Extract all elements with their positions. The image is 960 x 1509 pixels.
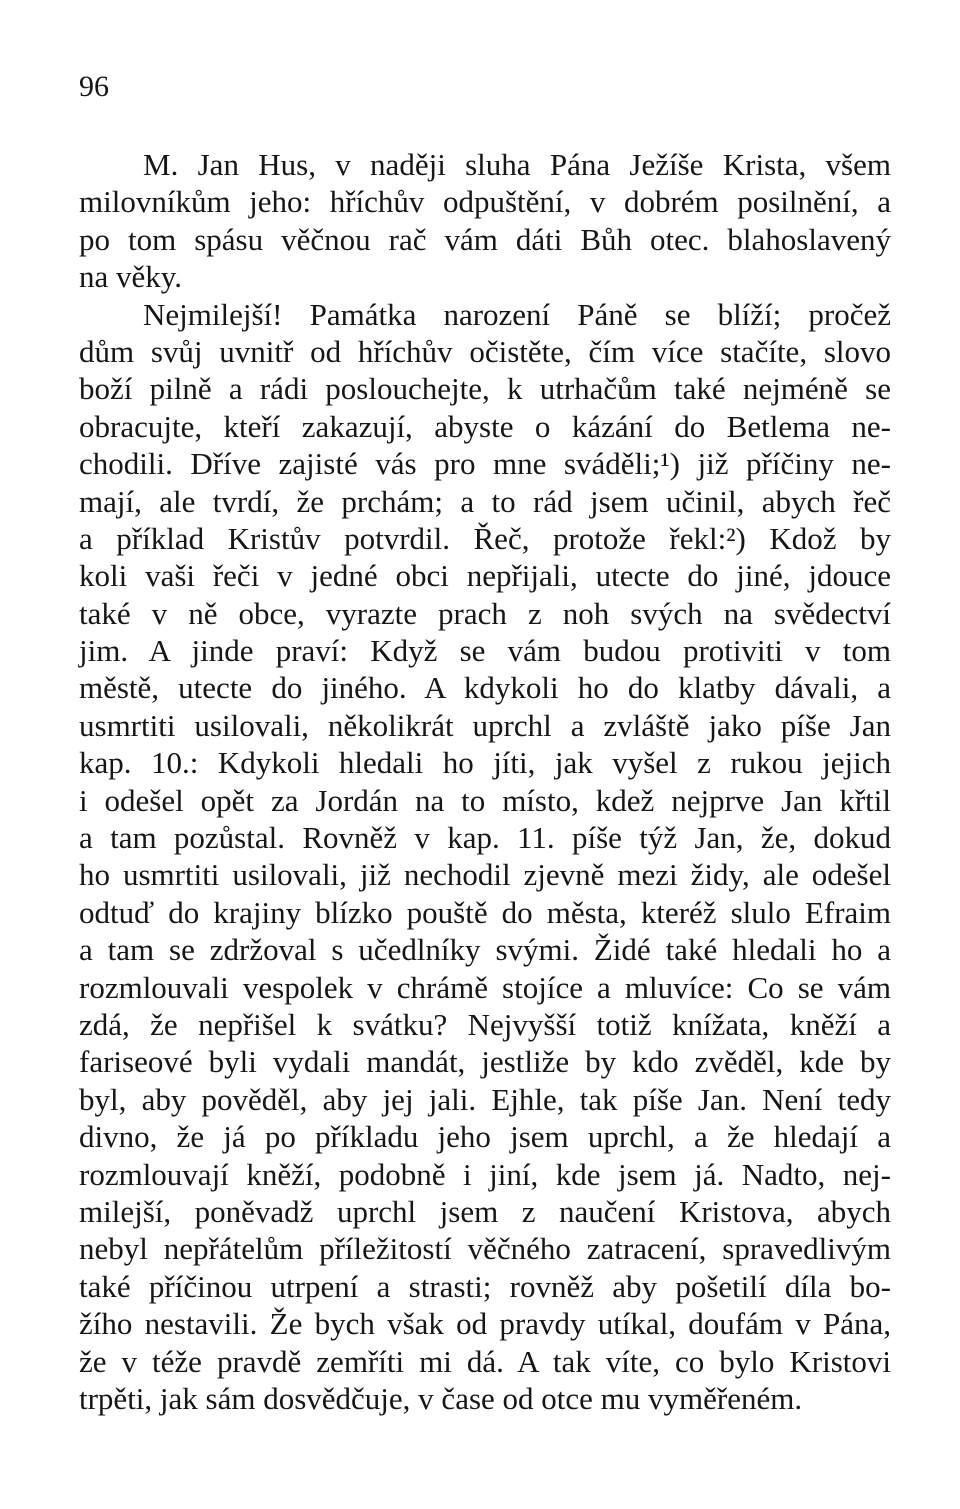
text-line: mají, ale tvrdí, že prchám; a to rád jsem učinil, abych řeč — [79, 483, 891, 519]
text-line: rozmlouvali vespolek v chrámě stojíce a mluvíce: Co se vám — [79, 969, 891, 1005]
text-line: byl, aby pověděl, aby jej jali. Ejhle, tak píše Jan. Není tedy — [79, 1081, 891, 1117]
text-line: divno, že já po příkladu jeho jsem uprchl, a že hledají a — [79, 1119, 891, 1155]
text-line: milejší, poněvadž uprchl jsem z naučení Kristova, abych — [79, 1193, 891, 1229]
text-line: odtuď do krajiny blízko pouště do města, kteréž slulo Efraim — [79, 894, 891, 930]
page-number: 96 — [79, 70, 109, 103]
text-line: a tam se zdržoval s učedlníky svými. Židé také hledali ho a — [79, 932, 891, 968]
text-line: trpěti, jak sám dosvědčuje, v čase od otce mu vyměřeném. — [79, 1380, 803, 1416]
text-line: na věky. — [79, 259, 183, 295]
text-line: také příčinou utrpení a strasti; rovněž aby pošetilí díla bo- — [79, 1268, 891, 1304]
text-line: Nejmilejší! Památka narození Páně se blíží; pročež — [143, 296, 891, 332]
text-line: také v ně obce, vyrazte prach z noh svých na svědectví — [79, 595, 891, 631]
text-line: městě, utecte do jiného. A kdykoli ho do klatby dávali, a — [79, 670, 891, 706]
text-line: milovníkům jeho: hříchův odpuštění, v dobrém posilnění, a — [79, 184, 891, 220]
text-line: boží pilně a rádi poslouchejte, k utrhačům také nejméně se — [79, 371, 891, 407]
text-line: po tom spásu věčnou rač vám dáti Bůh otec. blahoslavený — [79, 221, 891, 257]
letter-body — [79, 146, 891, 1417]
text-line: dům svůj uvnitř od hříchův očistěte, čím více stačíte, slovo — [79, 333, 891, 369]
text-line: zdá, že nepřišel k svátku? Nejvyšší totiž knížata, kněží a — [79, 1006, 891, 1042]
text-line: usmrtiti usilovali, několikrát uprchl a zvláště jako píše Jan — [79, 707, 891, 743]
text-line: rozmlouvají kněží, podobně i jiní, kde jsem já. Nadto, nej- — [79, 1156, 891, 1192]
text-line: fariseové byli vydali mandát, jestliže by kdo zvěděl, kde by — [79, 1044, 891, 1080]
text-line: i odešel opět za Jordán na to místo, kdež nejprve Jan křtil — [79, 782, 891, 818]
text-line: nebyl nepřátelům příležitostí věčného zatracení, spravedlivým — [79, 1231, 891, 1267]
text-line: kap. 10.: Kdykoli hledali ho jíti, jak vyšel z rukou jejich — [79, 745, 891, 781]
text-line: žího nestavili. Že bych však od pravdy utíkal, doufám v Pána, — [79, 1306, 891, 1342]
text-line: M. Jan Hus, v naději sluha Pána Ježíše Krista, všem — [143, 147, 891, 182]
text-line: chodili. Dříve zajisté vás pro mne sváděli;¹) již příčiny ne- — [79, 446, 891, 482]
text-line: ho usmrtiti usilovali, již nechodil zjevně mezi židy, ale odešel — [79, 857, 891, 893]
text-line: a příklad Kristův potvrdil. Řeč, protože řekl:²) Kdož by — [79, 520, 891, 556]
text-line: a tam pozůstal. Rovněž v kap. 11. píše týž Jan, že, dokud — [79, 820, 891, 856]
text-line: že v téže pravdě zemříti mi dá. A tak víte, co bylo Kristovi — [79, 1343, 891, 1379]
text-line: koli vaši řeči v jedné obci nepřijali, utecte do jiné, jdouce — [79, 558, 891, 594]
text-line: obracujte, kteří zakazují, abyste o kázání do Betlema ne- — [79, 408, 891, 444]
text-line: jim. A jinde praví: Když se vám budou protiviti v tom — [79, 633, 891, 669]
